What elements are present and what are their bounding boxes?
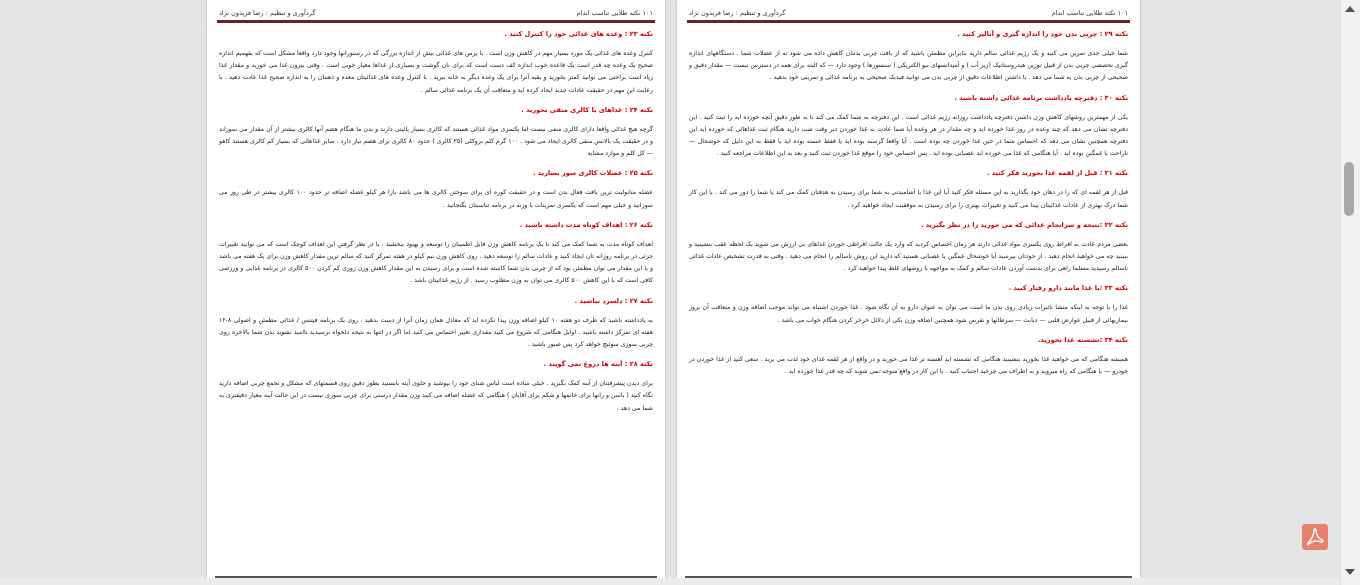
tip-section xyxy=(689,169,1128,211)
tip-paragraph: کنترل وعده های غذائی یک مورد بسیار مهم در کاهش وزن است . با پرس های غذائی بیش از اندازه بزرگی که در رستورانها وجود دارد واقعا مشکل است که بفهمیم اندازه صحیح یک وعده چه قدر است یک قاعده خوب اندازه کف دست است که برای نان گوشت و بسیاری از غذاها معیار خوبی است . وقتی بیرون غذا می خورید و مقدار غذا زیاد است براحتی می توانید کمتر بخورید و بقیه آنرا برای یک وعده دیگر به خانه ببرید . با کنترل وعده های غذائیتان معده و ذهنتان را به اندازه صحیح غذا عادت دهید . با رعایت این مهم در حقیقت عادات جدید ایجاد کرده اید و متعاقب آن یک برنامه غذائی سالم . xyxy=(219,50,653,94)
tip-heading: نکته ۲۴ : غذاهای با کالری منفی بخورید . xyxy=(521,105,653,114)
header-book-title: ۱۰۱ نکته طلایی تناسب اندام xyxy=(1051,9,1128,17)
tip-paragraph: شما خیلی جدی تمرین می کنید و یک رژیم غذائی سالم دارید بنابراین مطمئن باشید که از بافت چربی بدنتان کاهش داده می شود نه از عضلات شما . دستگاههای اندازه گیری تخصصی چربی بدن از قبیل توزین هیدروستاتیک (زیر آب ) و آمپدانسهای بیو الکتریکی ( سنسورها ) وجود دارد — که البته برای همه در دسترس نیست — مقدار دقیق و صحیحی از چربی بدن به شما می دهد . با داشتن اطلاعات دقیق از چربی بدن می توانید فیدبک صحیحی به برنامه غذائی و تمرینی خود بدهید . xyxy=(689,50,1128,82)
tip-section xyxy=(219,297,653,352)
tip-paragraph: همیشه هنگامی که می خواهید غذا بخورید بنشینید هنگامی که نشسته اید آهسته تر غذا می خورید و در واقع از هر لقمه غذای خود لذت می برید . سعی کنید از غذا خوردن در خودرو — یا هنگامی که راه میروید و به اطراف می چرخید اجتناب کنید . با این کار در واقع متوجه نمی شوید که چه قدر غذا خورده اید . xyxy=(689,355,1128,376)
pdf-page-right xyxy=(677,0,1140,578)
tip-paragraph: بعضی مردم عادت به افراط روی یکسری مواد غذائی دارند هر زمان احساس کردید که وارد یک حالت افراطی خوردن غذاهای بی ارزش می شوید یک لحظه عقب بنشینید و ببینید چه می خواهید انجام دهید . از خودتان بپرسید آیا خوشحال غمگین یا عصبانی هستید که دارید این روش ناسالم را انجام می دهید . وقتی به قدرت تشخیص عادات غذائی ناسالم رسیدید مسلما راهی برای بدست آوردن عادات سالم و کمک به مواجهه با روشهای غلط پیدا خواهید کرد . xyxy=(689,240,1128,273)
tip-heading: نکته ۲۶ : اهداف کوتاه مدت داشته باشید . xyxy=(519,220,653,229)
tip-section xyxy=(219,221,653,288)
adobe-pdf-button[interactable] xyxy=(1302,524,1328,550)
tip-paragraph: گرچه هیچ غذائی واقعا دارای کالری منفی نیست اما یکسری مواد غذائی هستند که کالری بسیار پائینی دارند و بدن ما هنگام هضم آنها کالری بیشتر از آن مقدار می سوزاند و در حقیقت یک بالانس منفی کالری ایجاد می شود . ۱۰۰ گرم کلم بروکلی (۲۵ کالری ) حدود ۸۰ کالری برای هضم نیاز دارد . سایر غذاهائی که بسیار کم کالری هستند کاهو — کل کلم و موارد مشابه xyxy=(219,125,653,158)
header-book-title: ۱۰۱ نکته طلایی تناسب اندام xyxy=(576,9,653,17)
tip-heading: نکته ۳۳ :با غذا مانند دارو رفتار کنید . xyxy=(1008,284,1128,293)
tip-heading: نکته ۲۵ : عضلات کالری سوز بسازید . xyxy=(533,169,653,178)
scrollbar-thumb[interactable] xyxy=(1344,162,1354,216)
scroll-down-arrow-icon[interactable] xyxy=(1345,569,1355,575)
tip-heading: نکته ۲۳ : وعده های غذائی خود را کنترل کنید . xyxy=(504,30,653,38)
tip-paragraph: برای دیدن پیشرفتتان از آینه کمک بگیرید . خیلی ساده است لباس شنای خود را بپوشید و جلوی آینه بایستید بطور دقیق روی قسمتهای که مشکل و تجمع چربی اضافه دارید نگاه کنید ( باسن و رانها برای خانمها و شکم برای آقایان ) هنگامی که عضله اضافه می کنید وزن مقدار درستی برای چربی سوزی نیست در این حالت آینه معیار دقیقتری به شما می دهد . xyxy=(219,380,653,412)
tip-section xyxy=(689,94,1128,161)
tip-heading: نکته ۳۰ : دفترچه یادداشت برنامه غذائی داشته باشید . xyxy=(954,93,1128,102)
acrobat-icon xyxy=(1305,527,1325,547)
page-header xyxy=(219,7,653,21)
tip-heading: نکته ۲۷ : دلسرد نباشید . xyxy=(574,296,653,305)
header-rule xyxy=(687,20,1130,23)
tip-section xyxy=(689,30,1128,85)
tip-paragraph: قبل از هر لقمه ای که را در دهان خود بگذارید به این مسئله فکر کنید آیا این غذا یا آشامیدنی به شما برای رسیدن به هدفتان کمک می کند یا شما را دور می کند . با این کار شما درک بهتری از عادات غذائیتان پیدا می کنید و تغییرات بهتری را برای رسیدن به موفقیت ایجاد خواهید کرد . xyxy=(689,189,1128,209)
tip-section xyxy=(219,106,653,161)
pdf-page-left xyxy=(207,0,665,578)
page-header xyxy=(689,7,1128,21)
page-content xyxy=(689,30,1128,568)
tip-paragraph: غذا را با توجه به اینکه منشا تاثیرات زیادی روی بدن ما است می توان به عنوان دارو به آن نگاه شود . غذا خوردن اشتباه می تواند موجب اضافه وزن و متعاقب آن بروز بیماریهائی از قبیل عوارض قلبی — دیابت — سرطانها و نقرس شود همچنین اضافه وزن یکی از دلائل خرخر کردن هنگام خواب می باشد . xyxy=(689,304,1128,324)
tip-paragraph: به یادداشته باشید که طرف دو هفته ۱۰ کیلو اضافه وزن پیدا نکرده اید که معادل همان زمان آنرا از دست بدهید . روی یک برنامه فیتنس / غذائی مطمئن و اصولی ۸-۱۲ هفته ای تمرکز داشته باشید . اوایل هنگامی که شروع می کنید مقداری تغییر احساس می کنید اما اگر در انتها به نتیجه دلخواه نرسیدید ناامید نشوید بدن شما بالاخره روی چربی سوزی سوئیچ خواهد کرد پس صبور باشید . xyxy=(219,316,653,349)
tip-heading: نکته ۳۴ :نشسته غذا بخورید. xyxy=(1038,335,1128,344)
header-compiler: گردآوری و تنظیم : رضا فریدون نژاد xyxy=(689,9,786,17)
vertical-scrollbar[interactable] xyxy=(1340,0,1360,585)
tip-heading: نکته ۳۱ : قبل از لقمه غذا بخورید فکر کنید . xyxy=(986,169,1128,178)
tip-paragraph: عضله متابولیت ترین بافت فعال بدن است و در حقیقت کوره ای برای سوختن کالری ها می باشد بازا هر کیلو عضله اضافه تر حدود ۱۰۰ کالری بیشتر در طی روز می سوزانید و خیلی مهم است که یکسری تمرینات با وزنه در برنامه تناسبتان بگنجانید . xyxy=(219,189,653,209)
tip-section xyxy=(219,30,653,97)
tip-paragraph: یکی از مهمترین روشهای کاهش وزن داشتن دفترچه یادداشت روزانه رژیم غذائی است . این دفترچه به شما کمک می کند تا به طور دقیق آنچه خورده اید را ثبت کنید . این دفترچه نشان می دهد که چند وعده در روز غذا خورده اید و چه مقدار در هر وعده آیا شما عادت به غذا خوردن دیر وقت شب دارید هنگام ثبت غذاهائی که خورده اید این دفترچه همچنین نشان می دهد که احساس شما در حین غذا خوردن چه بوده است . آیا واقعا گرسنه بوده اید یا فقط خسته بوده اید یا فقط به این دلیل که خوشحال — ناراحت یا غمگین بوده اید . آیا هنگامی که غذا می خورده اید عصبانی بوده اید . پس احساس خود را موقع غذا خوردن ثبت کنید و بعد به این اطلاعات مراجعه کنید . xyxy=(689,113,1128,158)
tip-paragraph: اهداف کوتاه مدت به شما کمک می کند تا یک برنامه کاهش وزن قابل اطمینان را توسعه و بهبود ببخشید . با در نظر گرفتن این اهداف کوچک است که می توانید تغییرات جزئی در برنامه روزانه تان ایجاد کنید و عادات سالم را توسعه دهید . روی کاهش وزن نیم کیلو در هفته تمرکز کنید که سالم ترین مقدار کاهش وزن برای یک هفته می باشد و با این مقدار می توان مطمئن بود که از چربی بدن شما کاسته شده است و برای رسیدن به این مقدار کاهش وزن روزی کم کردن ۵۰۰ کالری در برنامه غذایی و ورزشی کافی است که با این کاهش ۵۰۰ کالری می توان به وزن مطلوب رسید . از رژیم غذائیتان باشد . xyxy=(219,240,653,285)
tip-heading: نکته ۲۹ : چربی بدن خود را اندازه گیری و آنالیز کنید . xyxy=(957,30,1128,38)
page-content xyxy=(219,30,653,568)
tip-section xyxy=(219,169,653,211)
header-compiler: گردآوری و تنظیم : رضا فریدون نژاد xyxy=(219,9,316,17)
viewer-bottom-gutter xyxy=(0,578,1341,585)
tip-section xyxy=(689,221,1128,276)
scroll-up-arrow-icon[interactable] xyxy=(1345,6,1355,12)
tip-section xyxy=(689,336,1128,378)
tip-heading: نکته ۲۸ : آینه ها دروغ نمی گویند . xyxy=(543,360,653,369)
tip-heading: نکته ۳۲ :نتیجه و سرانجام غذائی که می خورید را در نظر بگیرید . xyxy=(920,220,1128,229)
tip-section xyxy=(689,284,1128,326)
tip-section xyxy=(219,360,653,415)
header-rule xyxy=(217,20,655,23)
